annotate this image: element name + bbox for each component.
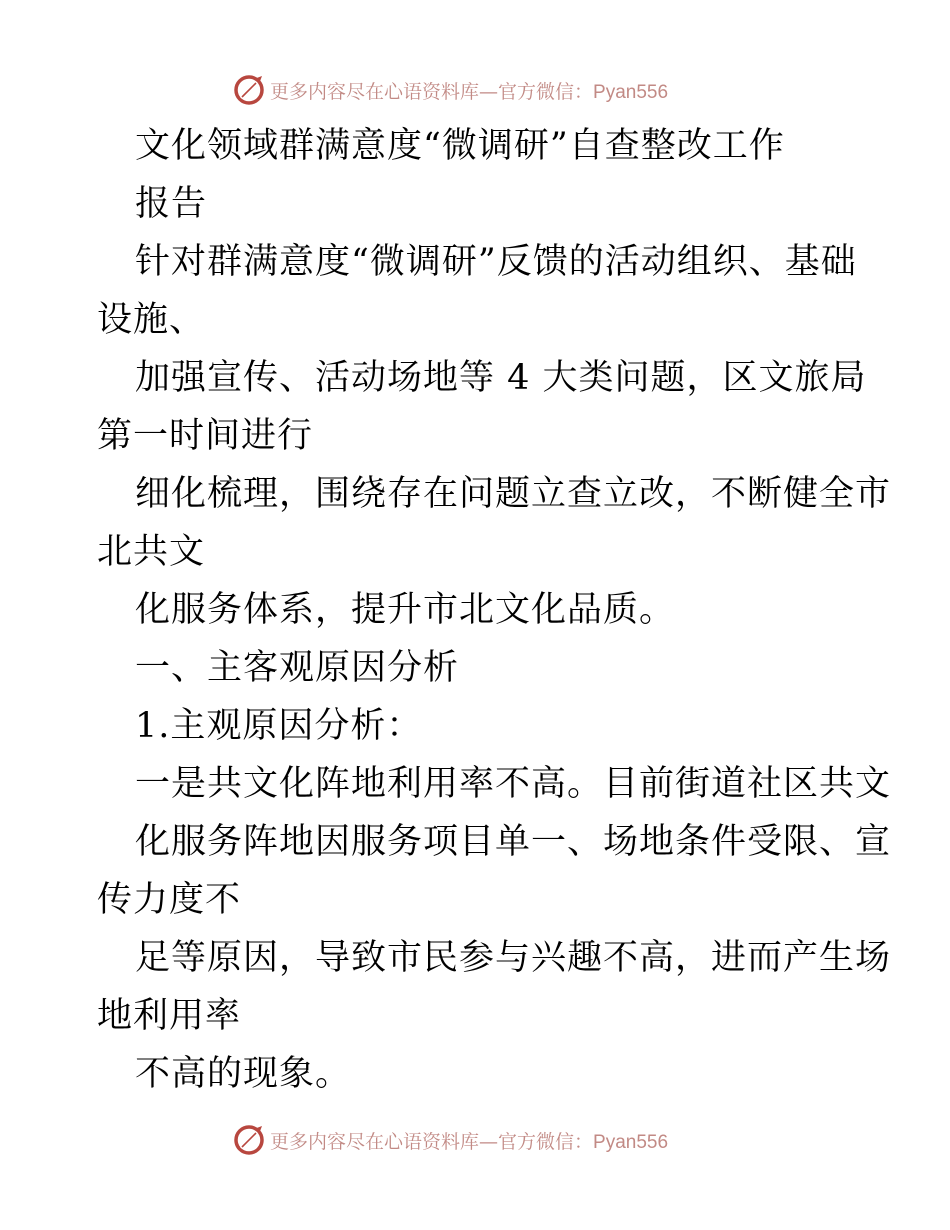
doc-line: 不高的现象。 [135,1054,352,1094]
watermark-brand: 更多内容尽在心语资料库 [270,80,480,103]
watermark-id: Pyan556 [593,1131,669,1153]
subsection-heading: 1.主观原因分析： [135,706,423,746]
doc-line: 针对群满意度“微调研”反馈的活动组织、基础 [135,242,857,282]
watermark-separator: — [479,80,499,103]
watermark-separator: — [479,1130,499,1153]
quill-pen-seal-icon [232,73,266,107]
doc-line: 第一时间进行 [97,416,314,456]
doc-line: 设施、 [97,300,206,340]
doc-title-line-1: 文化领域群满意度“微调研”自查整改工作 [135,126,785,166]
doc-line: 北共文 [97,532,206,572]
watermark-label: 官方微信： [498,1130,594,1153]
doc-line: 化服务体系，提升市北文化品质。 [135,590,676,630]
doc-line: 一是共文化阵地利用率不高。目前街道社区共文 [135,764,892,804]
watermark-brand: 更多内容尽在心语资料库 [270,1130,480,1153]
footer-watermark [232,1120,712,1160]
doc-line: 细化梳理，围绕存在问题立查立改，不断健全市 [135,474,892,514]
watermark-text [270,1127,668,1154]
watermark-id: Pyan556 [593,81,669,103]
doc-line: 足等原因，导致市民参与兴趣不高，进而产生场 [135,938,892,978]
quill-pen-seal-icon [232,1123,266,1157]
header-watermark [232,70,712,110]
doc-line: 化服务阵地因服务项目单一、场地条件受限、宣 [135,822,892,862]
doc-line: 地利用率 [97,996,242,1036]
doc-line: 加强宣传、活动场地等 4 大类问题，区文旅局 [135,358,867,398]
section-heading: 一、主客观原因分析 [135,648,460,688]
doc-title-line-2: 报告 [135,184,208,224]
watermark-label: 官方微信： [498,80,594,103]
watermark-text [270,77,668,104]
doc-line: 传力度不 [97,880,242,920]
